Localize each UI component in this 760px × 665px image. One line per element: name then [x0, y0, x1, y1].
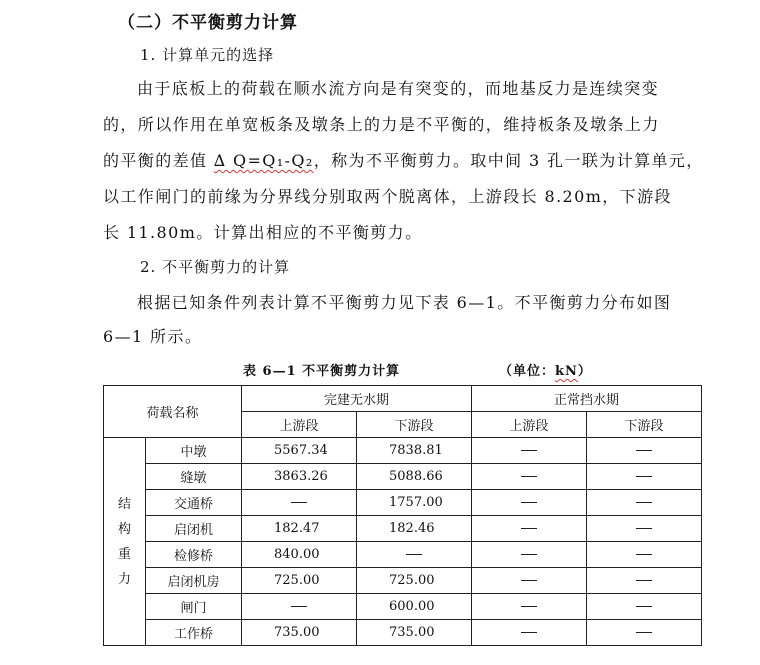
- dash-mark: [521, 606, 537, 607]
- dash-mark: [521, 450, 537, 451]
- value-cell: 5088.66: [357, 464, 472, 490]
- header-upstream-1: 上游段: [242, 412, 357, 438]
- dash-mark: [636, 632, 652, 633]
- dash-mark: [521, 502, 537, 503]
- empty-dash-cell: [472, 542, 587, 568]
- dash-mark: [636, 502, 652, 503]
- table-row: [104, 490, 702, 516]
- empty-dash-cell: [242, 594, 357, 620]
- unit-value: kN: [555, 364, 578, 379]
- value-cell: 600.00: [357, 594, 472, 620]
- empty-dash-cell: [472, 516, 587, 542]
- empty-dash-cell: [472, 620, 587, 646]
- dash-mark: [406, 554, 422, 555]
- dash-mark: [521, 632, 537, 633]
- unit-note: [499, 360, 592, 379]
- value-cell: 5567.34: [242, 438, 357, 464]
- subheading-1: 1. 计算单元的选择: [140, 46, 275, 64]
- empty-dash-cell: [587, 516, 702, 542]
- category-char: 结: [117, 496, 131, 512]
- table-row: [104, 620, 702, 646]
- value-cell: 1757.00: [357, 490, 472, 516]
- table-caption: 表 6—1 不平衡剪力计算: [243, 364, 401, 379]
- row-load-name: 中墩: [146, 438, 242, 464]
- category-char: 构: [117, 521, 131, 537]
- para1-line-3: [103, 148, 704, 171]
- value-cell: 725.00: [242, 568, 357, 594]
- table-row: [104, 438, 702, 464]
- para1-line-4: 以工作闸门的前缘为分界线分别取两个脱离体，上游段长 8.20m，下游段: [103, 187, 672, 206]
- header-group-completion: 完建无水期: [242, 386, 472, 412]
- header-group-normal: 正常挡水期: [472, 386, 702, 412]
- value-cell: 7838.81: [357, 438, 472, 464]
- formula: ∆ Q=Q₁-Q₂: [213, 151, 314, 170]
- dash-mark: [521, 580, 537, 581]
- dash-mark: [521, 554, 537, 555]
- empty-dash-cell: [587, 438, 702, 464]
- header-upstream-2: 上游段: [472, 412, 587, 438]
- paragraph-2: [103, 290, 711, 350]
- dash-mark: [636, 450, 652, 451]
- header-downstream-2: 下游段: [587, 412, 702, 438]
- subheading-2: 2. 不平衡剪力的计算: [140, 258, 291, 276]
- paragraph-1: [103, 76, 711, 241]
- dash-mark: [636, 554, 652, 555]
- dash-mark: [636, 606, 652, 607]
- value-cell: 735.00: [242, 620, 357, 646]
- table-row: [104, 568, 702, 594]
- para2-line-1: 根据已知条件列表计算不平衡剪力见下表 6—1。不平衡剪力分布如图: [137, 293, 672, 312]
- empty-dash-cell: [587, 568, 702, 594]
- row-load-name: 缝墩: [146, 464, 242, 490]
- table-header-row-1: [104, 386, 702, 412]
- para1-line-5: 长 11.80m。计算出相应的不平衡剪力。: [103, 223, 423, 242]
- empty-dash-cell: [587, 620, 702, 646]
- section-heading: （二）不平衡剪力计算: [118, 13, 298, 33]
- para1-line-1: 由于底板上的荷载在顺水流方向是有突变的，而地基反力是连续突变: [137, 79, 660, 98]
- unit-label: （单位：: [499, 364, 556, 379]
- dash-mark: [521, 528, 537, 529]
- empty-dash-cell: [242, 490, 357, 516]
- row-load-name: 启闭机房: [146, 568, 242, 594]
- dash-mark: [636, 528, 652, 529]
- value-cell: 182.46: [357, 516, 472, 542]
- header-downstream-1: 下游段: [357, 412, 472, 438]
- empty-dash-cell: [587, 594, 702, 620]
- empty-dash-cell: [357, 542, 472, 568]
- empty-dash-cell: [587, 542, 702, 568]
- category-structural-weight: [104, 438, 146, 646]
- value-cell: 3863.26: [242, 464, 357, 490]
- row-load-name: 交通桥: [146, 490, 242, 516]
- para1-line-3-text: 的平衡的差值: [103, 151, 214, 170]
- table-row: [104, 464, 702, 490]
- para1-line-3-rest: ，称为不平衡剪力。取中间 3 孔一联为计算单元，: [313, 151, 704, 170]
- para1-line-2: 的，所以作用在单宽板条及墩条上的力是不平衡的，维持板条及墩条上力: [103, 115, 660, 134]
- dash-mark: [636, 580, 652, 581]
- table-row: [104, 542, 702, 568]
- value-cell: 735.00: [357, 620, 472, 646]
- dash-mark: [291, 606, 307, 607]
- empty-dash-cell: [587, 490, 702, 516]
- dash-mark: [291, 502, 307, 503]
- unit-close: ）: [577, 364, 592, 379]
- table-row: [104, 594, 702, 620]
- row-load-name: 启闭机: [146, 516, 242, 542]
- dash-mark: [636, 476, 652, 477]
- empty-dash-cell: [472, 490, 587, 516]
- dash-mark: [521, 476, 537, 477]
- value-cell: 840.00: [242, 542, 357, 568]
- table-row: [104, 516, 702, 542]
- para2-line-2: 6—1 所示。: [103, 327, 203, 346]
- category-char: 重: [117, 546, 131, 562]
- row-load-name: 闸门: [146, 594, 242, 620]
- row-load-name: 检修桥: [146, 542, 242, 568]
- empty-dash-cell: [472, 438, 587, 464]
- header-load-name: 荷载名称: [104, 386, 242, 438]
- category-char: 力: [117, 571, 131, 587]
- empty-dash-cell: [472, 568, 587, 594]
- value-cell: 182.47: [242, 516, 357, 542]
- empty-dash-cell: [472, 464, 587, 490]
- row-load-name: 工作桥: [146, 620, 242, 646]
- value-cell: 725.00: [357, 568, 472, 594]
- empty-dash-cell: [587, 464, 702, 490]
- shear-table: [103, 385, 702, 646]
- empty-dash-cell: [472, 594, 587, 620]
